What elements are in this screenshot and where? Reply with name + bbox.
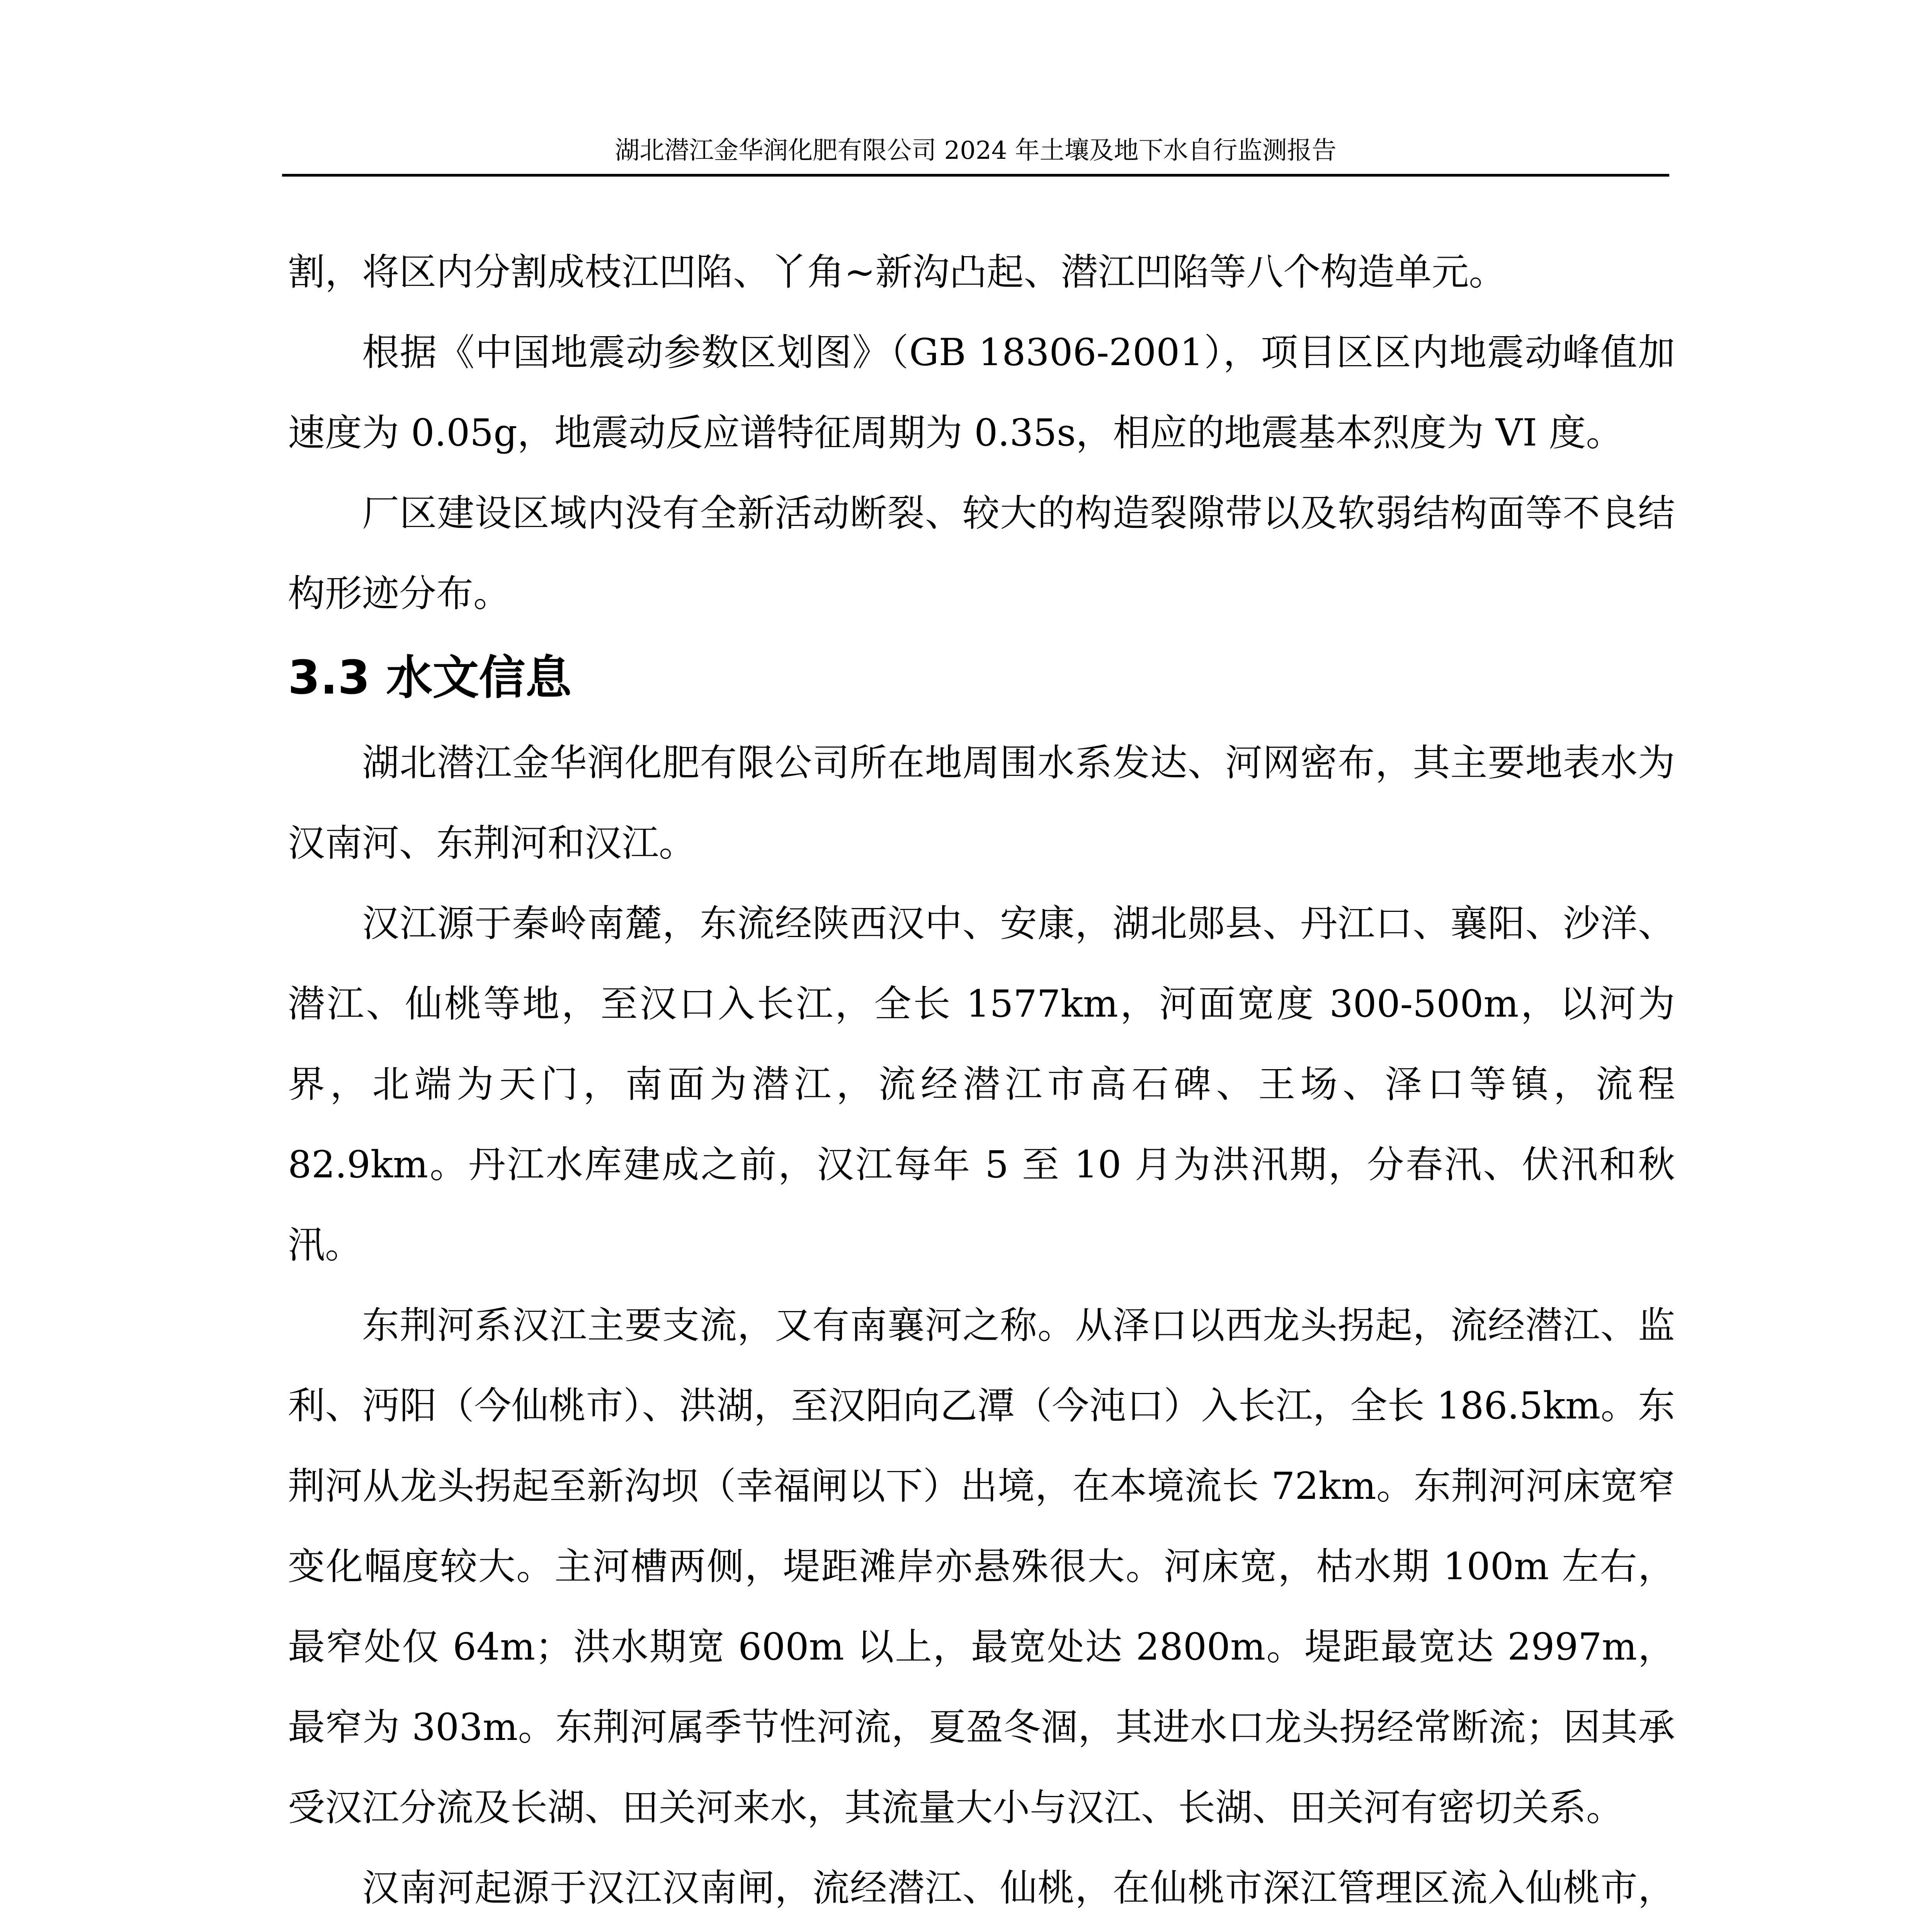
text-run: 汉南河起源于汉江汉南闸，流经潜江、仙桃，在仙桃市深江管理区流入仙桃市，: [362, 1866, 1675, 1910]
paragraph-seismic: 根据《中国地震动参数区划图》（GB 18306-2001），项目区区内地震动峰值加速度为 0.05g，地震动反应谱特征周期为 0.35s，相应的地震基本烈度为 VI 度。: [288, 331, 1675, 454]
running-header: 湖北潜江金华润化肥有限公司 2024 年土壤及地下水自行监测报告: [615, 136, 1337, 165]
paragraph-hanjiang: 汉江源于秦岭南麓，东流经陕西汉中、安康，湖北郧县、丹江口、襄阳、沙洋、潜江、仙桃等地，至汉口入长江，全长 1577km，河面宽度 300-500m，以河为界，北端为天门，南面为潜江，流经潜江市高石碑、王场、泽口等镇，流程 82.9km。丹江水库建成之前，汉江每年 5 至 10 月为洪汛期，分春汛、伏汛和秋汛。: [288, 902, 1675, 1267]
paragraph-continuation: 割，将区内分割成枝江凹陷、丫角~新沟凸起、潜江凹陷等八个构造单元。: [288, 250, 1506, 294]
paragraph-dongjinghe: 东荆河系汉江主要支流，又有南襄河之称。从泽口以西龙头拐起，流经潜江、监利、沔阳（今仙桃市）、洪湖，至汉阳向乙潭（今沌口）入长江，全长 186.5km。东荆河从龙头拐起至新沟坝（幸福闸以下）出境，在本境流长 72km。东荆河河床宽窄变化幅度较大。主河槽两侧，堤距滩岸亦悬殊很大。河床宽，枯水期 100m 左右，最窄处仅 64m；洪水期宽 600m 以上，最宽处达 2800m。堤距最宽达 2997m，最窄为 303m。东荆河属季节性河流，夏盈冬涸，其进水口龙头拐经常断流；因其承受汉江分流及长湖、田关河来水，其流量大小与汉江、长湖、田关河有密切关系。: [288, 1304, 1675, 1829]
paragraph-hannanhe: [288, 1848, 1675, 1932]
section-heading: 3.3 水文信息: [288, 651, 572, 705]
paragraph-surface-water: 湖北潜江金华润化肥有限公司所在地周围水系发达、河网密布，其主要地表水为汉南河、东荆河和汉江。: [288, 741, 1675, 865]
body-content: [288, 232, 1675, 1932]
paragraph-faults: 厂区建设区域内没有全新活动断裂、较大的构造裂隙带以及软弱结构面等不良结构形迹分布。: [288, 492, 1675, 615]
header-rule: [282, 174, 1669, 177]
